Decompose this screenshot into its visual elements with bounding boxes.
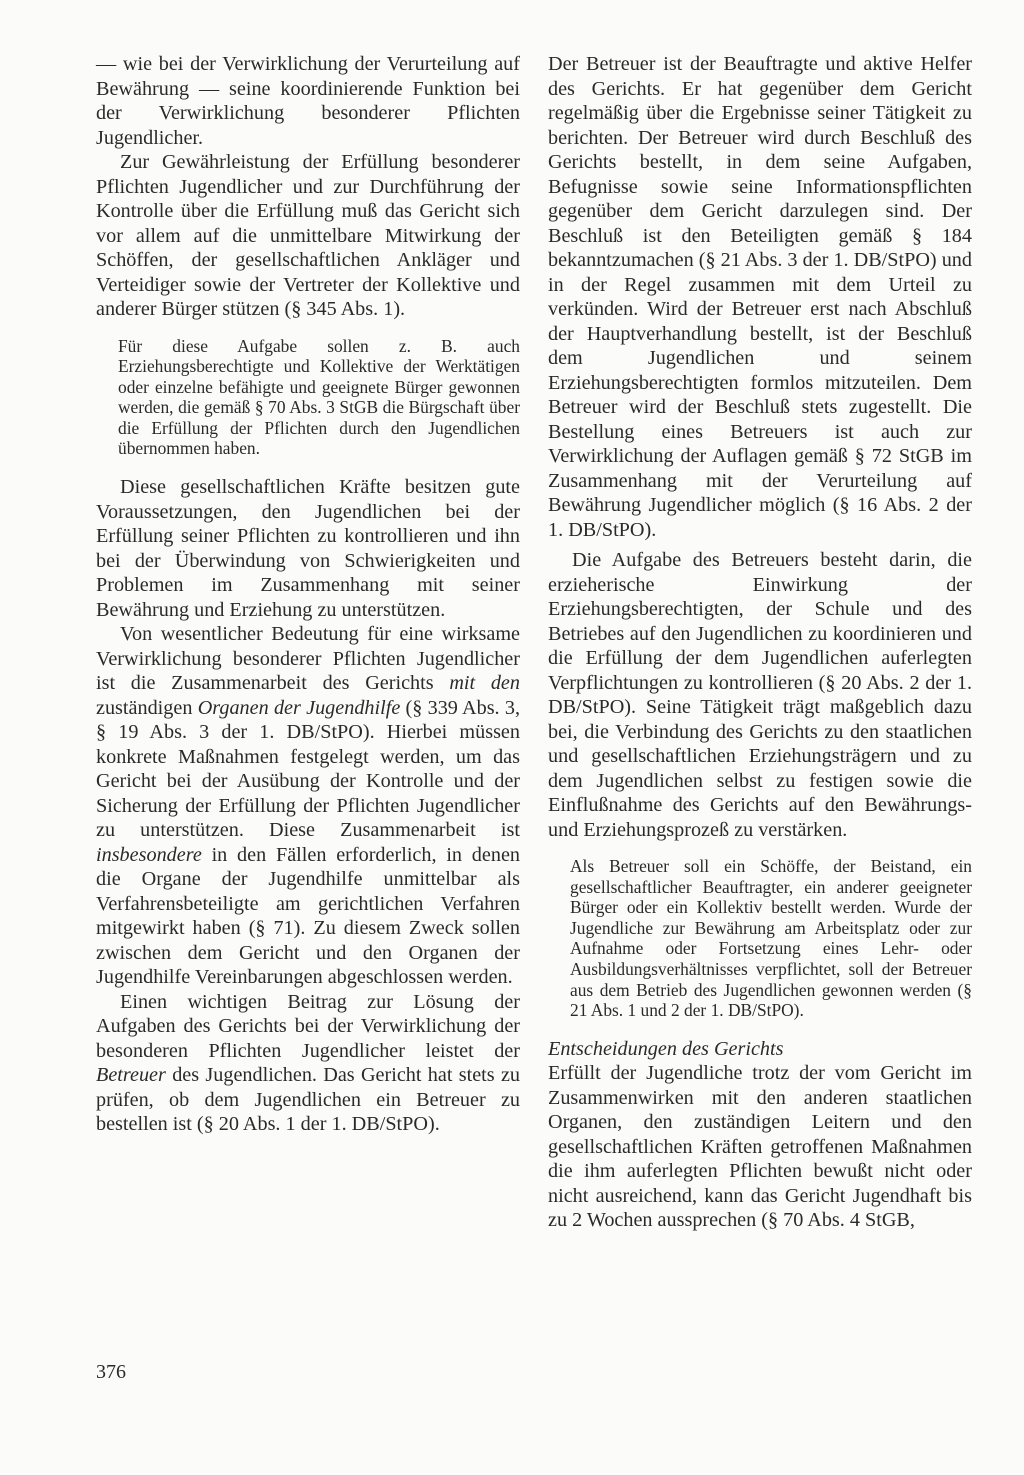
text-run: in den Fällen erforderlich, in denen die Organe der Jugendhilfe unmittelbar als Verfahrensbeteiligte am gerichtlichen Verfahren mitgewirkt haben (§ 71). Zu diesem Zweck sollen zwischen dem Gericht und den Organen der Jugendhilfe Vereinbarungen abgeschlossen werden.: [96, 843, 520, 989]
emphasis-text: mit den: [449, 672, 520, 695]
paragraph: Diese gesellschaftlichen Kräfte besitzen gute Voraussetzungen, den Jugendlichen bei der Erfüllung seiner Pflichten zu kontrollieren und ihn bei der Überwindung von Schwierigkeiten und Problemen im Zusammenhang mit seiner Bewährung und Erziehung zu unterstützen.: [96, 476, 520, 621]
note-paragraph: Für diese Aufgabe sollen z. B. auch Erziehungsberechtigte und Kollektive der Werktätigen oder einzelne befähigte und geeignete Bürger gewonnen werden, die gemäß § 70 Abs. 3 StGB die Bürgschaft über die Erfüllung der Pflichten durch den Jugendlichen übernommen haben.: [118, 335, 520, 459]
note-paragraph: Als Betreuer soll ein Schöffe, der Beistand, ein gesellschaftlicher Beauftragter, ein anderer geeigneter Bürger oder ein Kollektiv bestellt werden. Wurde der Jugendliche zur Bewährung am Arbeitsplatz oder zur Aufnahme oder Fortsetzung eines Lehr- oder Ausbildungsverhältnisses verpflichtet, soll der Betreuer aus dem Betrieb des Jugendlichen gewonnen werden (§ 21 Abs. 1 und 2 der 1. DB/StPO).: [570, 856, 972, 1021]
paragraph: [96, 990, 520, 1137]
right-column: [548, 52, 972, 1233]
text-run: zuständigen: [96, 696, 198, 719]
paragraph: [96, 622, 520, 990]
text-run: (§ 339 Abs. 3, § 19 Abs. 3 der 1. DB/StPO). Hierbei müssen konkrete Maßnahmen festgelegt werden, um das Gericht bei der Ausübung der Kontrolle und der Sicherung der Erfüllung der Pflichten Jugendlicher zu unterstützen. Diese Zusammenarbeit ist: [96, 696, 520, 842]
left-column: [96, 52, 520, 1137]
text-run: Von wesentlicher Bedeutung für eine wirksame Verwirklichung besonderer Pflichten Jugendlicher ist die Zusammenarbeit des Gerichts: [96, 623, 520, 695]
text-run: des Jugendlichen. Das Gericht hat stets zu prüfen, ob dem Jugendlichen ein Betreuer zu bestellen ist (§ 20 Abs. 1 der 1. DB/StPO).: [96, 1064, 520, 1136]
paragraph: — wie bei der Verwirklichung der Verurteilung auf Bewährung — seine koordinierende Funktion bei der Verwirklichung besonderer Pflichten Jugendlicher.: [96, 53, 520, 149]
page-number: 376: [96, 1361, 126, 1383]
paragraph: Zur Gewährleistung der Erfüllung besonderer Pflichten Jugendlicher und zur Durchführung der Kontrolle über die Erfüllung muß das Gericht sich vor allem auf die unmittelbare Mitwirkung der Schöffen, der gesellschaftlichen Ankläger und Verteidiger sowie der Vertreter der Kollektive und anderer Bürger stützen (§ 345 Abs. 1).: [96, 151, 520, 320]
emphasis-text: Betreuer: [96, 1064, 166, 1087]
paragraph: Die Aufgabe des Betreuers besteht darin, die erzieherische Einwirkung der Erziehungsberechtigten, der Schule und des Betriebes auf den Jugendlichen zu koordinieren und die Erfüllung der dem Jugendlichen auferlegten Verpflichtungen zu kontrollieren (§ 20 Abs. 2 der 1. DB/StPO). Seine Tätigkeit trägt maßgeblich dazu bei, die Verbindung des Gerichts zu den staatlichen und gesellschaftlichen Erziehungsträgern und zu dem Jugendlichen selbst zu festigen sowie die Einflußnahme des Gerichts auf den Bewährungs- und Erziehungsprozeß zu verstärken.: [548, 549, 972, 841]
paragraph: Der Betreuer ist der Beauftragte und aktive Helfer des Gerichts. Er hat gegenüber dem Gericht regelmäßig über die Ergebnisse seiner Tätigkeit zu berichten. Der Betreuer wird durch Beschluß des Gerichts bestellt, in dem seine Aufgaben, Befugnisse sowie seine Informationspflichten gegenüber dem Gericht darzulegen sind. Der Beschluß ist den Beteiligten gemäß § 184 bekanntzumachen (§ 21 Abs. 3 der 1. DB/StPO) und in der Regel zusammen mit dem Urteil zu verkünden. Wird der Betreuer erst nach Abschluß der Hauptverhandlung bestellt, ist der Beschluß dem Jugendlichen und seinem Erziehungsberechtigten formlos mitzuteilen. Dem Betreuer wird der Beschluß stets zugestellt. Die Bestellung eines Betreuers ist auch zur Verwirklichung der Auflagen gemäß § 72 StGB im Zusammenhang mit der Verurteilung auf Bewährung Jugendlicher möglich (§ 16 Abs. 2 der 1. DB/StPO).: [548, 53, 972, 541]
paragraph: Erfüllt der Jugendliche trotz der vom Gericht im Zusammenwirken mit den anderen staatlichen Organen, den zuständigen Leitern und den gesellschaftlichen Kräften getroffenen Maßnahmen die ihm auferlegten Pflichten bewußt nicht oder nicht ausreichend, kann das Gericht Jugendhaft bis zu 2 Wochen aussprechen (§ 70 Abs. 4 StGB,: [548, 1062, 972, 1232]
emphasis-text: Organen der Jugendhilfe: [197, 696, 401, 719]
text-run: Einen wichtigen Beitrag zur Lösung der Aufgaben des Gerichts bei der Verwirklichung der besonderen Pflichten Jugendlicher leistet der: [96, 990, 520, 1062]
emphasis-text: insbesondere: [96, 843, 202, 866]
section-heading: Entscheidungen des Gerichts: [548, 1037, 784, 1060]
